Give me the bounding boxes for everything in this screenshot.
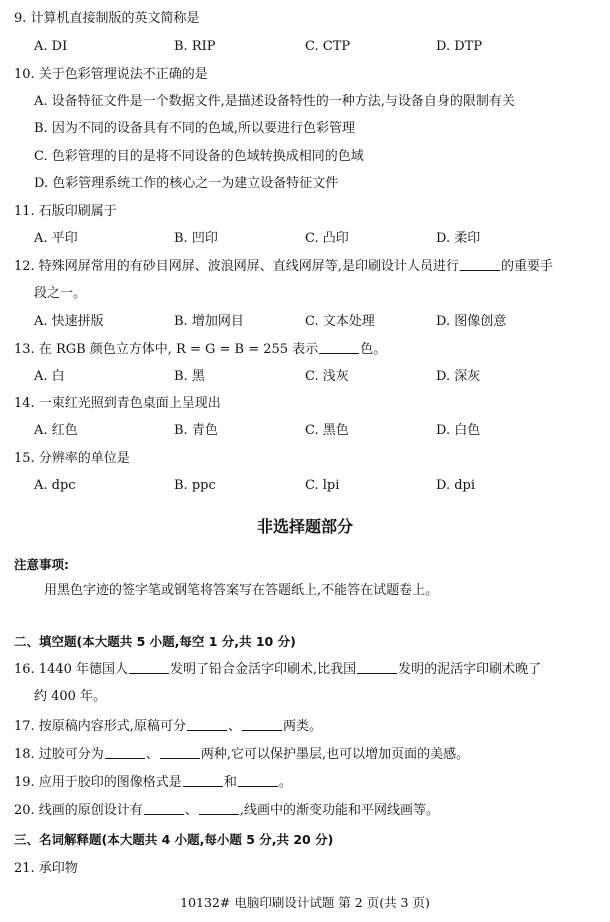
q11-option-b: B. 凹印 — [174, 231, 218, 246]
q11-option-d: D. 柔印 — [436, 231, 481, 246]
answer-blank — [242, 718, 282, 731]
q17-text-2: 两类。 — [282, 719, 322, 734]
q15-option-d: D. dpi — [436, 478, 476, 493]
question-11-stem: 11. 石版印刷属于 — [14, 204, 117, 219]
q12-stem-text-end: 的重要手 — [500, 259, 553, 274]
answer-blank — [183, 774, 223, 787]
q9-option-d: D. DTP — [436, 39, 483, 54]
question-15-stem: 15. 分辨率的单位是 — [14, 451, 130, 466]
q10-option-a: A. 设备特征文件是一个数据文件,是描述设备特性的一种方法,与设备自身的限制有关 — [34, 94, 515, 109]
q13-option-a: A. 白 — [34, 369, 65, 384]
q14-option-d: D. 白色 — [436, 423, 481, 438]
question-17 — [14, 718, 322, 736]
q17-separator: 、 — [227, 719, 241, 734]
q14-option-c: C. 黑色 — [305, 423, 349, 438]
q14-option-b: B. 青色 — [174, 423, 218, 438]
q18-text-1: 18. 过胶可分为 — [14, 747, 104, 762]
q15-option-a: A. dpc — [34, 478, 76, 493]
answer-blank — [460, 258, 500, 271]
q16-text-1: 16. 1440 年德国人 — [14, 662, 129, 677]
q9-option-a: A. DI — [34, 39, 68, 54]
section-title: 非选择题部分 — [256, 517, 353, 536]
question-19 — [14, 774, 292, 792]
q18-separator: 、 — [145, 747, 159, 762]
terms-section-header: 三、名词解释题(本大题共 4 小题,每小题 5 分,共 20 分) — [14, 832, 334, 847]
answer-blank — [129, 661, 169, 674]
question-21: 21. 承印物 — [14, 861, 78, 876]
q11-option-a: A. 平印 — [34, 231, 78, 246]
answer-blank — [187, 718, 227, 731]
q12-option-c: C. 文本处理 — [305, 314, 375, 329]
question-14-stem: 14. 一束红光照到青色桌面上呈现出 — [14, 396, 221, 411]
q16-continuation: 约 400 年。 — [34, 689, 107, 704]
q19-text-1: 19. 应用于胶印的图像格式是 — [14, 775, 182, 790]
q15-option-c: C. lpi — [305, 478, 340, 493]
q13-stem-text: 13. 在 RGB 颜色立方体中, R = G = B = 255 表示 — [14, 342, 319, 357]
answer-blank — [105, 746, 145, 759]
q9-option-b: B. RIP — [174, 39, 216, 54]
answer-blank — [199, 802, 239, 815]
q12-option-b: B. 增加网目 — [174, 314, 244, 329]
answer-blank — [319, 341, 359, 354]
q12-option-d: D. 图像创意 — [436, 314, 507, 329]
q12-stem-text: 12. 特殊网屏常用的有砂目网屏、波浪网屏、直线网屏等,是印刷设计人员进行 — [14, 259, 459, 274]
question-9-stem: 9. 计算机直接制版的英文简称是 — [14, 11, 200, 26]
question-13-stem — [14, 341, 386, 359]
page-footer: 10132# 电脑印刷设计试题 第 2 页(共 3 页) — [180, 895, 430, 910]
question-20 — [14, 802, 439, 820]
q19-and: 和 — [223, 775, 237, 790]
q12-option-a: A. 快速拼版 — [34, 314, 104, 329]
answer-blank — [357, 661, 397, 674]
answer-blank — [160, 746, 200, 759]
q10-option-d: D. 色彩管理系统工作的核心之一为建立设备特征文件 — [34, 176, 339, 191]
q12-stem-continuation: 段之一。 — [34, 286, 87, 301]
q13-option-c: C. 浅灰 — [305, 369, 349, 384]
q19-text-2: 。 — [278, 775, 292, 790]
q20-text-1: 20. 线画的原创设计有 — [14, 803, 143, 818]
answer-blank — [144, 802, 184, 815]
question-18 — [14, 746, 469, 764]
question-10-stem: 10. 关于色彩管理说法不正确的是 — [14, 67, 208, 82]
q10-option-b: B. 因为不同的设备具有不同的色域,所以要进行色彩管理 — [34, 121, 355, 136]
fill-section-header: 二、填空题(本大题共 5 小题,每空 1 分,共 10 分) — [14, 634, 296, 649]
q20-text-2: ,线画中的渐变功能和平网线画等。 — [239, 803, 439, 818]
q13-option-b: B. 黑 — [174, 369, 205, 384]
q14-option-a: A. 红色 — [34, 423, 78, 438]
q9-option-c: C. CTP — [305, 39, 351, 54]
q16-text-2: 发明了铅合金活字印刷术,比我国 — [170, 662, 357, 677]
q16-text-3: 发明的泥活字印刷术晚了 — [398, 662, 542, 677]
notice-text: 用黑色字迹的签字笔或钢笔将答案写在答题纸上,不能答在试题卷上。 — [44, 583, 439, 598]
answer-blank — [238, 774, 278, 787]
q20-separator: 、 — [184, 803, 198, 818]
q17-text-1: 17. 按原稿内容形式,原稿可分 — [14, 719, 186, 734]
question-12-stem — [14, 258, 553, 276]
q15-option-b: B. ppc — [174, 478, 216, 493]
q13-option-d: D. 深灰 — [436, 369, 481, 384]
q13-stem-text-end: 色。 — [360, 342, 387, 357]
q18-text-2: 两种,它可以保护墨层,也可以增加页面的美感。 — [200, 747, 470, 762]
notice-label: 注意事项: — [14, 557, 69, 572]
q10-option-c: C. 色彩管理的目的是将不同设备的色域转换成相同的色域 — [34, 149, 364, 164]
question-16 — [14, 661, 541, 679]
q11-option-c: C. 凸印 — [305, 231, 349, 246]
